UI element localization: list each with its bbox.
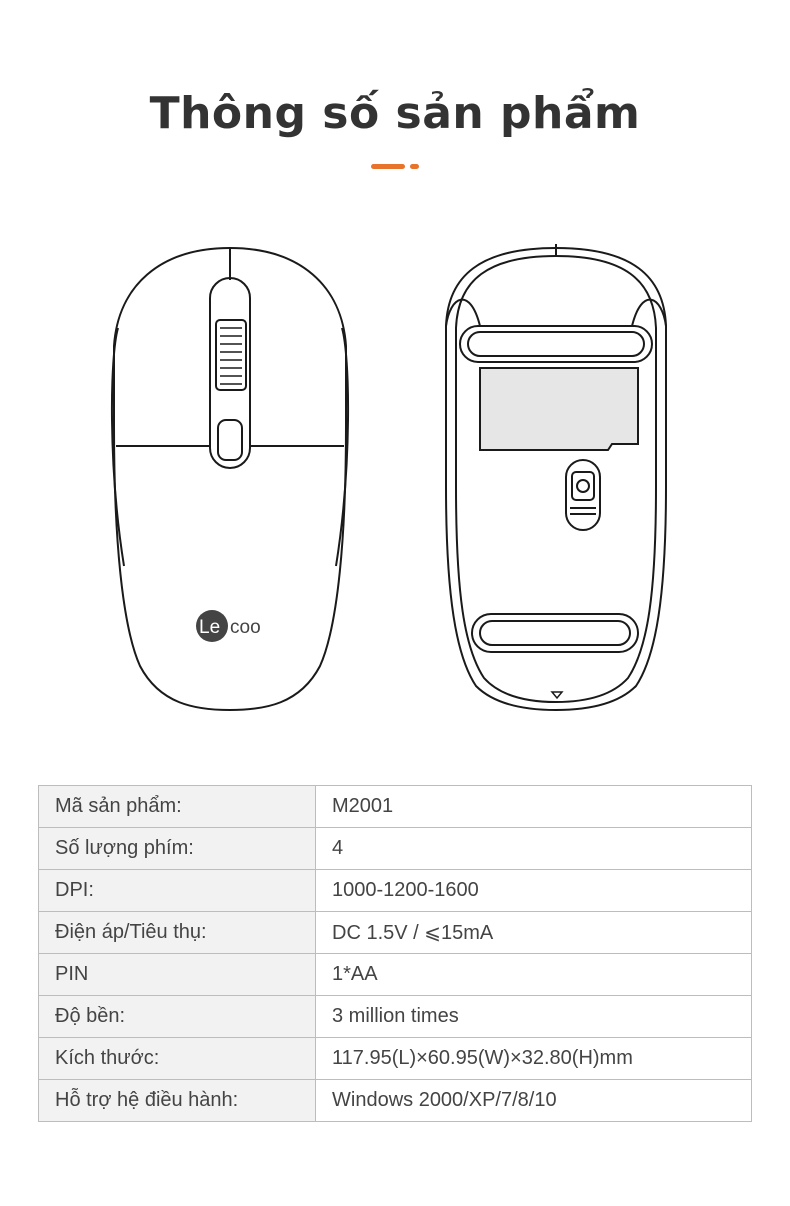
spec-value: DC 1.5V / ⩽15mA (316, 912, 752, 954)
spec-row-dimensions (39, 1038, 752, 1080)
mouse-bottom-view (446, 244, 666, 710)
spec-value: 4 (316, 828, 752, 870)
title-accent-dot (410, 164, 419, 169)
svg-text:coo: coo (230, 617, 261, 638)
spec-label: Hỗ trợ hệ điều hành: (39, 1080, 316, 1122)
spec-value: 1*AA (316, 954, 752, 996)
spec-row-battery (39, 954, 752, 996)
spec-label: Điện áp/Tiêu thụ: (39, 912, 316, 954)
mouse-illustration (100, 236, 690, 716)
spec-value: 1000-1200-1600 (316, 870, 752, 912)
spec-label: Kích thước: (39, 1038, 316, 1080)
mouse-top-view (112, 248, 348, 710)
spec-label: Mã sản phẩm: (39, 786, 316, 828)
spec-label: DPI: (39, 870, 316, 912)
spec-row-voltage (39, 912, 752, 954)
spec-row-dpi (39, 870, 752, 912)
spec-label: Số lượng phím: (39, 828, 316, 870)
spec-value: 3 million times (316, 996, 752, 1038)
spec-row-model (39, 786, 752, 828)
page-title: Thông số sản phẩm (149, 88, 641, 139)
spec-value: 117.95(L)×60.95(W)×32.80(H)mm (316, 1038, 752, 1080)
spec-value: M2001 (316, 786, 752, 828)
spec-row-buttons (39, 828, 752, 870)
spec-value: Windows 2000/XP/7/8/10 (316, 1080, 752, 1122)
spec-label: Độ bền: (39, 996, 316, 1038)
spec-table (38, 785, 752, 1122)
spec-row-durability (39, 996, 752, 1038)
spec-label: PIN (39, 954, 316, 996)
svg-text:Le: Le (199, 617, 221, 638)
spec-row-os-support (39, 1080, 752, 1122)
title-accent-line (371, 164, 405, 169)
lecoo-logo (196, 610, 261, 642)
